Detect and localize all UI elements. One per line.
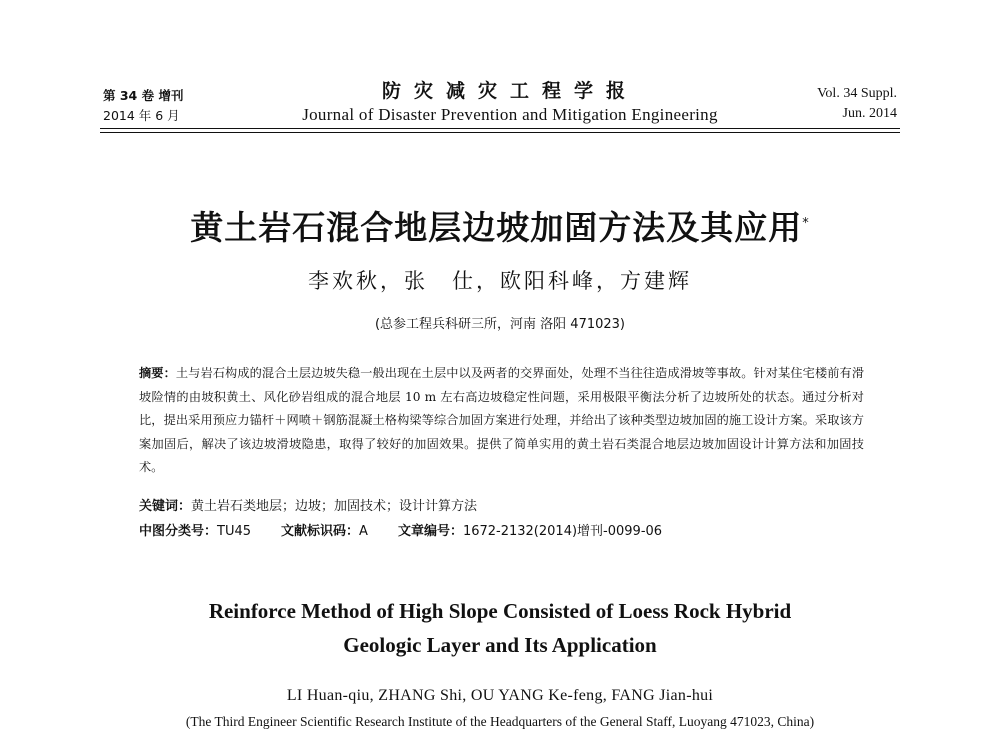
keywords-text: 黄土岩石类地层；边坡；加固技术；设计计算方法 bbox=[191, 499, 478, 514]
abstract-text: 土与岩石构成的混合土层边坡失稳一般出现在土层中以及两者的交界面处，处理不当往往造成滑坡等事故。针对某住宅楼前有滑坡险情的由坡积黄土、风化砂岩组成的混合地层 10 m 左右高边坡稳定性问题，采用极限平衡法分析了边坡所处的状态。通过分析对比，提出采用预应力锚杆＋网喷＋钢筋混凝土格构梁等综合加固方案进行处理，并给出了该种类型边坡加固的施工设计方案。采取该方案加固后，解决了该边坡滑坡隐患，取得了较好的加固效果。提供了简单实用的黄土岩石类混合地层边坡加固设计计算方法和加固技术。 bbox=[139, 366, 865, 474]
clc-value: TU45 bbox=[217, 524, 252, 539]
classification-line bbox=[139, 522, 662, 542]
affiliation-en: (The Third Engineer Scientific Research Institute of the Headquarters of the General Staff, Luoyang 471023, China) bbox=[185, 714, 815, 729]
keywords bbox=[139, 497, 477, 517]
header-divider-thick bbox=[100, 128, 900, 129]
volume-en: Vol. 34 Suppl. bbox=[817, 86, 897, 101]
header-divider-thin bbox=[100, 132, 900, 133]
paper-title-cn-text: 黄土岩石混合地层边坡加固方法及其应用 bbox=[190, 208, 803, 247]
date-en: Jun. 2014 bbox=[842, 106, 897, 121]
clc-label: 中图分类号： bbox=[139, 524, 218, 539]
abstract bbox=[139, 362, 864, 480]
journal-name-cn: 防灾减灾工程学报 bbox=[381, 80, 638, 102]
article-number-label: 文章编号： bbox=[397, 524, 463, 539]
paper-title-en-line1: Reinforce Method of High Slope Consisted of Loess Rock Hybrid bbox=[208, 599, 792, 623]
article-number-value: 1672-2132(2014)增刊-0099-06 bbox=[462, 524, 663, 539]
volume-cn: 第 34 卷 增刊 bbox=[103, 88, 184, 103]
paper-title-en-line2: Geologic Layer and Its Application bbox=[343, 633, 657, 657]
date-cn: 2014 年 6 月 bbox=[103, 108, 180, 123]
affiliation-cn: (总参工程兵科研三所，河南 洛阳 471023) bbox=[374, 317, 626, 332]
journal-name-en: Journal of Disaster Prevention and Mitigation Engineering bbox=[302, 105, 718, 124]
doc-code-value: A bbox=[359, 524, 368, 539]
abstract-label: 摘要： bbox=[139, 366, 176, 380]
doc-code-label: 文献标识码： bbox=[281, 524, 360, 539]
paper-title-en bbox=[0, 594, 1000, 662]
title-footnote-mark: * bbox=[802, 216, 810, 231]
header-volume-info-en bbox=[817, 84, 897, 124]
authors-en: LI Huan-qiu, ZHANG Shi, OU YANG Ke-feng, FANG Jian-hui bbox=[286, 687, 714, 704]
authors-cn: 李欢秋，张 仕，欧阳科峰，方建辉 bbox=[308, 269, 692, 293]
header-volume-info bbox=[103, 86, 183, 126]
keywords-label: 关键词： bbox=[139, 499, 192, 514]
paper-title-cn bbox=[0, 202, 1000, 250]
journal-header bbox=[240, 78, 780, 126]
